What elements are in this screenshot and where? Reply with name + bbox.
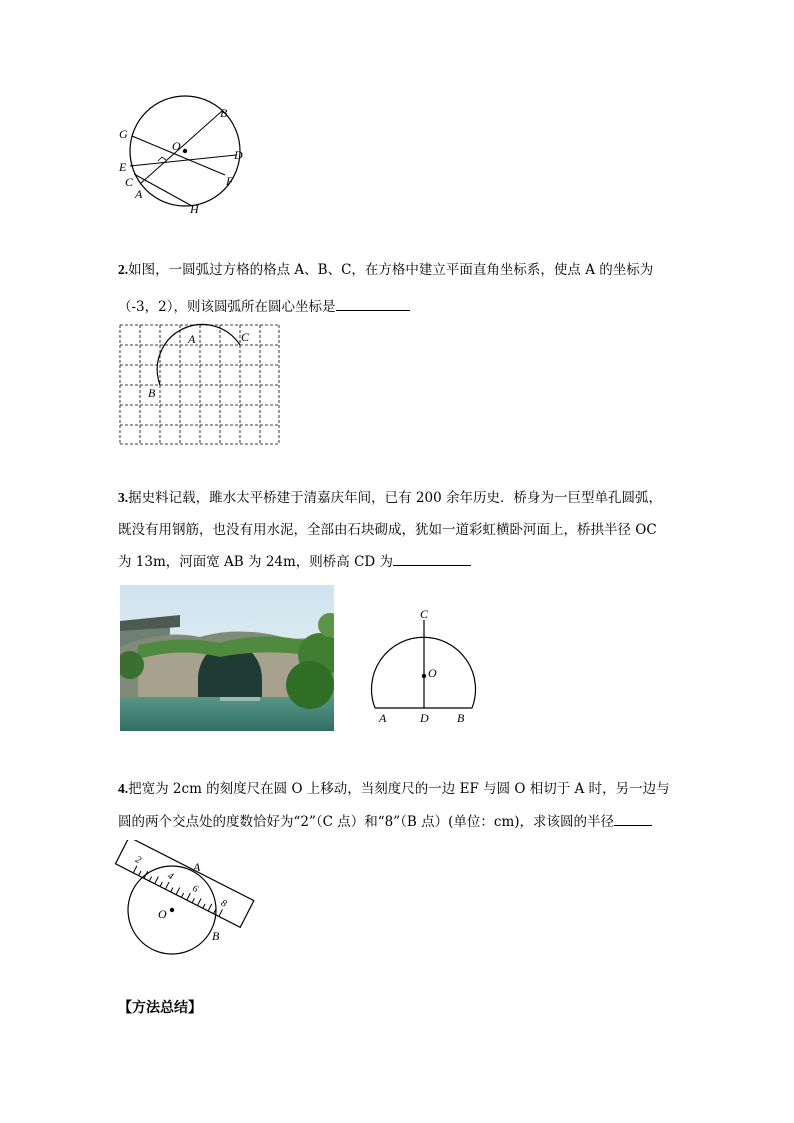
label-a: A bbox=[188, 332, 196, 346]
question-3-text-1: 据史料记载，雎水太平桥建于清嘉庆年间，已有 200 余年历史．桥身为一巨型单孔圆弧， bbox=[128, 490, 662, 506]
question-4-number: 4. bbox=[118, 781, 129, 796]
label-d: D bbox=[420, 711, 429, 725]
label-a: A bbox=[135, 187, 143, 201]
label-c: C bbox=[420, 607, 429, 621]
section-title: 【方法总结】 bbox=[118, 1000, 202, 1016]
answer-blank-q4[interactable] bbox=[614, 811, 652, 826]
label-b: B bbox=[212, 929, 220, 943]
question-2-line-2 bbox=[118, 296, 410, 317]
question-4-line-2 bbox=[118, 811, 652, 832]
question-3-text-3: 为 13m，河面宽 AB 为 24m，则桥高 CD 为 bbox=[118, 554, 394, 570]
tick-label-8: 8 bbox=[218, 897, 229, 910]
figure-3-arch bbox=[368, 606, 480, 730]
question-2-line-1 bbox=[118, 260, 653, 280]
label-o: O bbox=[172, 139, 181, 153]
center-point-o bbox=[183, 149, 187, 153]
question-4-line-1 bbox=[118, 779, 670, 799]
label-a: A bbox=[193, 860, 201, 874]
label-d: D bbox=[234, 148, 243, 162]
label-o: O bbox=[428, 666, 437, 680]
label-b: B bbox=[148, 386, 156, 400]
center-point-o bbox=[422, 674, 426, 678]
question-3-line-1 bbox=[118, 488, 662, 508]
chord-ed bbox=[130, 155, 236, 166]
label-g: G bbox=[119, 127, 128, 141]
question-2-text-2: （-3，2），则该圆弧所在圆心坐标是 bbox=[118, 299, 336, 315]
label-h: H bbox=[190, 202, 199, 216]
label-b: B bbox=[220, 106, 228, 120]
question-4-text-2: 圆的两个交点处的度数恰好为“2”（C 点）和“8”（B 点）(单位：cm)，求该圆的半径 bbox=[118, 814, 615, 830]
figure-4-ruler-circle bbox=[112, 840, 260, 960]
question-3-text-2: 既没有用钢筋，也没有用水泥，全部由石块砌成，犹如一道彩虹横卧河面上，桥拱半径 OC bbox=[118, 522, 657, 538]
label-e: E bbox=[119, 160, 127, 174]
question-3-line-2 bbox=[118, 520, 657, 540]
arc-abc bbox=[157, 324, 240, 385]
center-point-o bbox=[170, 908, 174, 912]
bridge-photo bbox=[120, 585, 334, 731]
answer-blank-q2[interactable] bbox=[336, 296, 410, 311]
label-c: C bbox=[125, 175, 134, 189]
label-a: A bbox=[379, 711, 387, 725]
question-2-text-1: 如图，一圆弧过方格的格点 A、B、C，在方格中建立平面直角坐标系，使点 A 的坐标为 bbox=[128, 262, 654, 278]
figure-1-circle-chords bbox=[110, 95, 260, 220]
label-c: C bbox=[241, 330, 250, 344]
question-3-number: 3. bbox=[118, 490, 129, 505]
answer-blank-q3[interactable] bbox=[393, 551, 471, 566]
tick-label-2: 2 bbox=[133, 854, 143, 867]
figure-2-grid-arc bbox=[118, 323, 282, 447]
label-f: F bbox=[226, 174, 234, 188]
tick-label-4: 4 bbox=[165, 870, 175, 883]
question-3-line-3 bbox=[118, 551, 471, 572]
chord-ab bbox=[140, 111, 222, 184]
section-heading-method-summary bbox=[118, 998, 202, 1018]
tick-label-6: 6 bbox=[190, 883, 200, 896]
question-4-text-1: 把宽为 2cm 的刻度尺在圆 O 上移动，当刻度尺的一边 EF 与圆 O 相切于 A 时，另一边与 bbox=[128, 781, 670, 797]
label-o: O bbox=[158, 907, 167, 921]
label-b: B bbox=[457, 711, 465, 725]
question-2-number: 2. bbox=[118, 262, 129, 277]
right-angle-mark bbox=[158, 157, 166, 161]
